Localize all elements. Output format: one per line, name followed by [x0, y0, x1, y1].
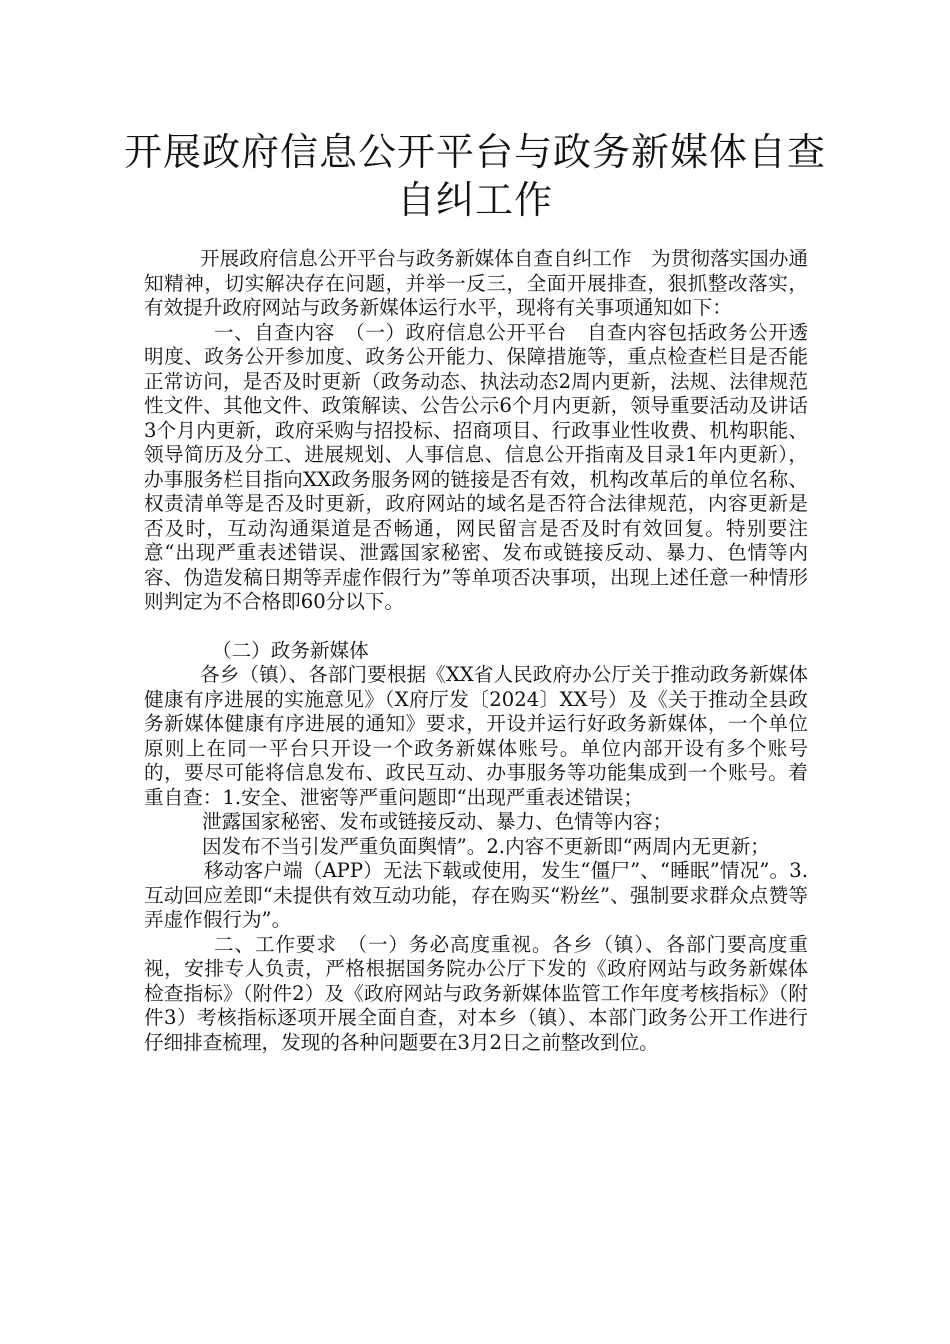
- section-1-paragraph: 一、自查内容 （一）政府信息公开平台 自查内容包括政务公开透明度、政务公开参加度、政务公开能力、保障措施等，重点检查栏目是否能正常访问，是否及时更新（政务动态、执法动态2周内更新，法规、法律规范性文件、其他文件、政策解读、公告公示6个月内更新，领导重要活动及讲话3个月内更新，政府采购与招投标、招商项目、行政事业性收费、机构职能、领导简历及分工、进展规划、人事信息、信息公开指南及目录1年内更新），办事服务栏目指向XX政务服务网的链接是否有效，机构改革后的单位名称、权责清单等是否及时更新，政府网站的域名是否符合法律规范，内容更新是否及时，互动沟通渠道是否畅通，网民留言是否及时有效回复。特别要注意“出现严重表述错误、泄露国家秘密、发布或链接反动、暴力、色情等内容、伪造发稿日期等弄虚作假行为”等单项否决事项，出现上述任意一种情形则判定为不合格即60分以下。: [144, 320, 808, 613]
- document-title-line-1: 开展政府信息公开平台与政务新媒体自查: [123, 130, 826, 174]
- document-title-line-2: 自纠工作: [396, 178, 553, 222]
- section-2-paragraph: 二、工作要求 （一）务必高度重视。各乡（镇）、各部门要高度重视，安排专人负责，严格根据国务院办公厅下发的《政府网站与政务新媒体检查指标》（附件2）及《政府网站与政务新媒体监管工作年度考核指标》（附件3）考核指标逐项开展全面自查，对本乡（镇）、本部门政务公开工作进行仔细排查梳理，发现的各种问题要在3月2日之前整改到位。: [144, 932, 808, 1054]
- new-media-item-app: 移动客户端（APP）无法下载或使用，发生“僵尸”、“睡眠”情况”。3.互动回应差即“未提供有效互动功能，存在购买“粉丝”、强制要求群众点赞等弄虚作假行为”。: [144, 859, 808, 931]
- paragraph-gap: [144, 615, 808, 639]
- intro-paragraph: 开展政府信息公开平台与政务新媒体自查自纠工作 为贯彻落实国办通知精神，切实解决存在问题，并举一反三，全面开展排查，狠抓整改落实，有效提升政府网站与政务新媒体运行水平，现将有关事项通知如下：: [144, 247, 808, 319]
- new-media-item-update: 因发布不当引发严重负面舆情”。2.内容不更新即“两周内无更新；: [202, 834, 770, 858]
- new-media-item-leak: 泄露国家秘密、发布或链接反动、暴力、色情等内容；: [202, 810, 673, 833]
- document-body: [144, 247, 808, 1055]
- new-media-paragraph: 各乡（镇）、各部门要根据《XX省人民政府办公厅关于推动政务新媒体健康有序进展的实施意见》（X府厅发〔2024〕XX号）及《关于推动全县政务新媒体健康有序进展的通知》要求，开设并运行好政务新媒体，一个单位原则上在同一平台只开设一个政务新媒体账号。单位内部开设有多个账号的，要尽可能将信息发布、政民互动、办事服务等功能集成到一个账号。着重自查：1.安全、泄密等严重问题即“出现严重表述错误；: [144, 663, 808, 809]
- section-1-2-heading: （二）政务新媒体: [212, 638, 369, 662]
